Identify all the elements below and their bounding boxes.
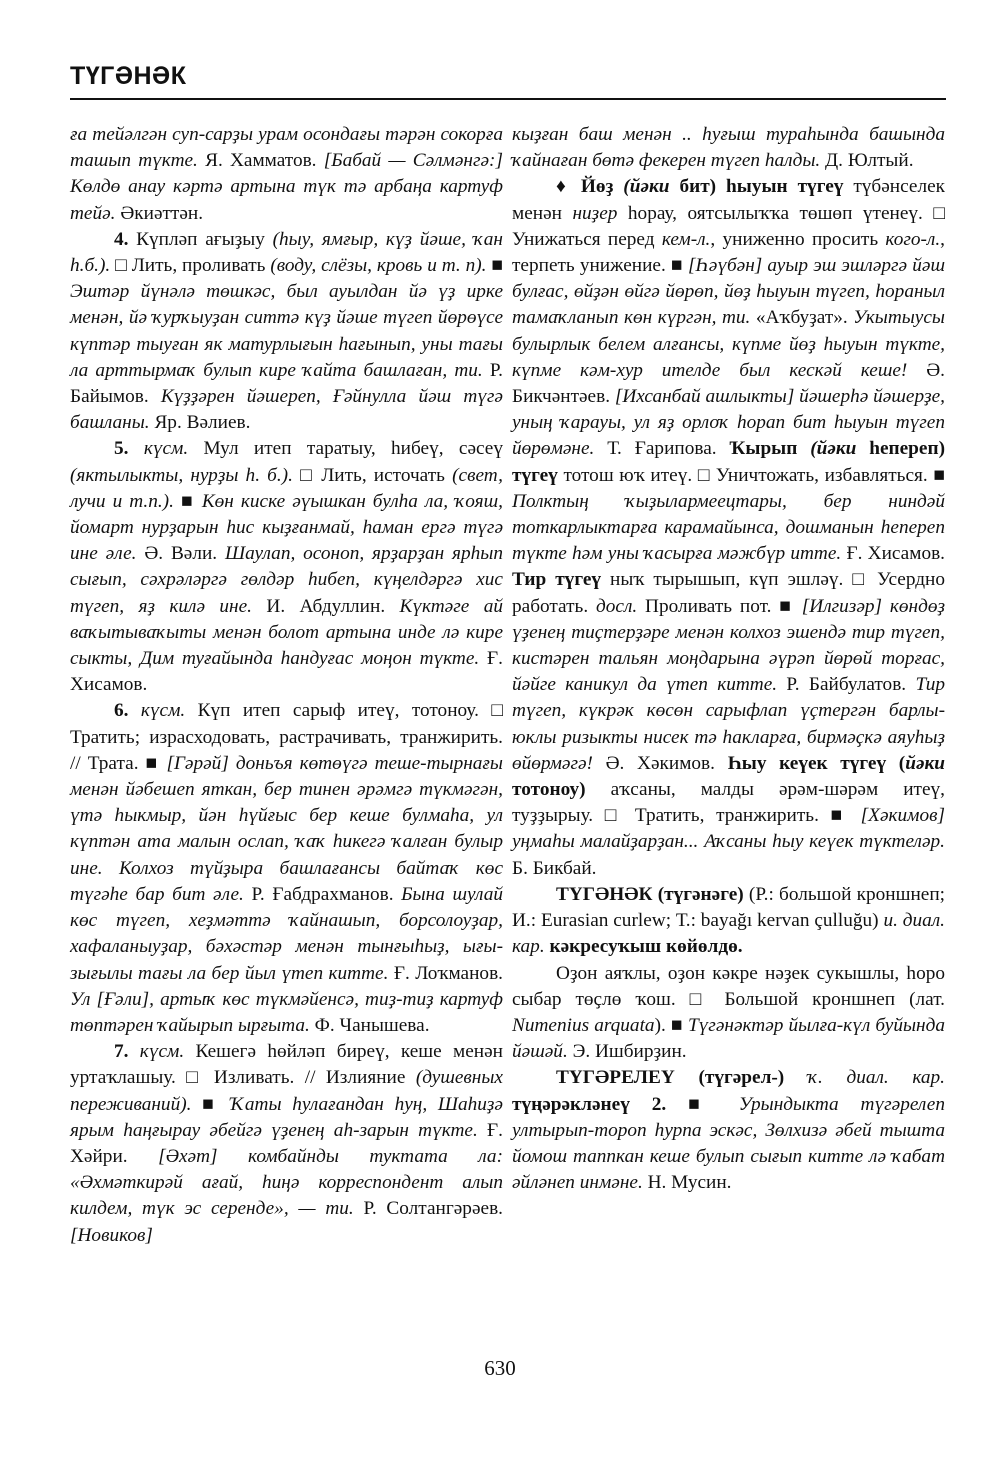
right-paragraph-5: ТҮГӘРЕЛЕҮ (түгәрел-) ҡ. диал. кар. түңәрәкләнеү 2. ■ Урындыкта түгәрелеп ултырып-тороп һурпа эскәс, Зөлхизә әбей тышта йомош таппкан кеше булып сығып китте лә ҡабат әйләнеп инмәне. Н. Мусин. <box>512 1067 945 1194</box>
left-paragraph-3: 5. күсм. Мул итеп таратыу, һибеү, сәсеү (яктылыкты, нурҙы һ. б.). □ Лить, источать (свет, лучи и т.п.). ■ Көн киске әүышкан булһа ла, ҡояш, йомарт нурҙарын һис кыҙғанмай, һаман ергә түгә ине әле. Ә. Вәли. Шаулап, осоноп, ярҙарҙан ярһып сығып, сәхрәләргә гөлдәр һибеп, күңелдәргә хис түгеп, яҙ килә ине. И. Абдуллин. Күктәге ай ваҡытываҡыты менән болот артына инде лә кире сыкты, Дим туғайында һандуғас моңон түкте. Ғ. Хисамов. <box>70 438 504 696</box>
right-paragraph-4: Оҙон аяҡлы, оҙон кәкре нәҙек сукышлы, һоро сыбар төҫлө ҡош. □ Большой кроншнеп (лат. Numenius arquata). ■ Түгәнәктәр йылға-күл буйында йәшәй. Э. Ишбирҙин. <box>512 962 946 1063</box>
left-paragraph-2: 4. Күпләп ағыҙыу (һыу, ямғыр, күҙ йәше, ҡан һ.б.). □ Лить, проливать (воду, слёзы, кровь и т. п). ■ Эштәр йүнәлә төшкәс, был ауылдан йә үҙ ирке менән, йә ҡурҡыуҙан ситтә күҙ йәше түгеп йөрөүсе күптәр тыуған як матурлығын һағынып, уны тағы ла арттырмаҡ булып кире ҡайта башлаған, ти. Р. Байымов. Күҙҙәрен йәшереп, Ғәйнулла йәш түгә башланы. Яр. Вәлиев. <box>70 228 504 434</box>
right-paragraph-3: ТҮГӘНӘК (түгәнәге) (Р.: большой кроншнеп; И.: Eurasian curlew; Т.: bayağı kervan çulluğu) и. диал. кар. кәкресуҡыш көйөлдө. <box>512 883 946 958</box>
left-paragraph-5: 7. күсм. Кешегә һөйләп биреү, кеше менән уртаҡлашыу. □ Изливать. // Излияние (душевных переживаний). ■ Ҡаты һулағандан һуң, Шаһиҙә ярым һаңғырау әбейгә үҙенең аһ-зарын түкте. Ғ. Хәйри. [Әхәт] комбайнды туктата ла: «Әхмәткирәй ағай, һиңә корреспондент алып килдем, түк эс серенде», — ти. Р. Солтангәрәев. [Новиков] <box>70 1041 503 1246</box>
header-rule <box>70 98 946 100</box>
left-paragraph-4: 6. күсм. Күп итеп сарыф итеү, тотоноу. □ Тратить; израсходовать, растрачивать, транжирить. // Трата. ■ [Гәрәй] доньъя көтөүгә теше-тырнағы менән йәбешеп яткан, бер тинен әрәмгә түкмәгән, үтә һыкмыр, йән һүйғыс бер кеше булмаһа, ул күптән ата малын ослап, ҡаҡ һикегә ҡалған булыр ине. Колхоз түйҙыра башлағансы байтаҡ көс түгәһе бар бит әле. Р. Ғабдрахманов. Бына шулай көс түгеп, хеҙмәттә ҡайнашып, борсолоуҙар, хафаланыуҙар, бәхәстәр менән тынғыһыҙ, ығы-зығылы тағы ла бер йыл үтеп китте. Ғ. Лоҡманов. Ул [Ғәли], артыҡ көс түкмәйенсә, тиҙ-тиҙ картуф төптәрен ҡайырып ырғыта. Ф. Чанышева. <box>70 700 503 1036</box>
left-paragraph-1: ға тейәлгән суп-сарҙы урам осондағы тәрән сокорға ташып түкте. Я. Хамматов. [Бабай — Сәлмәнгә:] Көлдө анау кәртә артына түк тә арбаңа картуф тейә. Әкиәттән. <box>70 124 503 224</box>
left-column <box>70 122 503 1249</box>
right-paragraph-2: ♦ Йөҙ (йәки бит) һыуын түгеү түбәнселек менән ниҙер һорау, оятсылыҡҡа төшөп үтенеү. □ Унижаться перед кем-л., униженно просить кого-л., терпеть унижение. ■ [Һәүбән] ауыр эш эшләргә йәш булғас, өйҙән өйгә йөрөп, йөҙ һыуын түгеп, һораныл тамаҡланып көн күргән, ти. «Аҡбуҙат». Укытыусы булырлык белем алғансы, күпме йөҙ һыуын түкте, күпме кәм-хур ителде был кескәй кеше! Ә. Бикчәнтәев. [Ихсанбай ашлыкты] йәшерһә йәшерҙе, уның ҡарауы, ул яҙ орлоҡ һорап бит һыуын түгеп йөрөмәне. Т. Ғарипова. Ҡырып (йәки һепереп) түгеү тотош юҡ итеү. □ Уничтожать, избавляться. ■ Полктың ҡыҙылармеецтары, бер ниндәй тоткарлыктарға карамайынса, дошманын һепереп түкте һәм уны ҡасырға мәжбүр итте. Ғ. Хисамов. Тир түгеү ныҡ тырышып, күп эшләү. □ Усердно работать. досл. Проливать пот. ■ [Илгизәр] көндөҙ үҙенең тиҫтерҙәре менән колхоз эшендә тир түгеп, кистәрен тальян моңдарына әүрәп йөрөй торғас, йәйге каникул да үтеп китте. Р. Байбулатов. Тир түгеп, күкрәк көсөн сарыфлап үҫтергән барлы-юклы ризыкты нисек тә һакларға, бирмәҫкә аяуһыҙ өйөрмәгә! Ә. Хәкимов. Һыу кеүек түгеү (йәки тотоноу) аҡсаны, малды әрәм-шәрәм итеү, туҙҙырыу. □ Тратить, транжирить. ■ [Хәкимов] уңмаһы малайҙарҙан... Аҡсаны һыу кеүек түктеләр. Б. Бикбай. <box>512 176 946 879</box>
running-head-title: ТҮГӘНӘК <box>70 62 187 90</box>
right-column <box>512 122 945 1196</box>
right-paragraph-1: кыҙған баш менән .. һуғыш тураһында башында ҡайнаған бөтә фекерен түгеп һалды. Д. Юлтый. <box>512 124 945 172</box>
page-number: 630 <box>484 1356 516 1380</box>
